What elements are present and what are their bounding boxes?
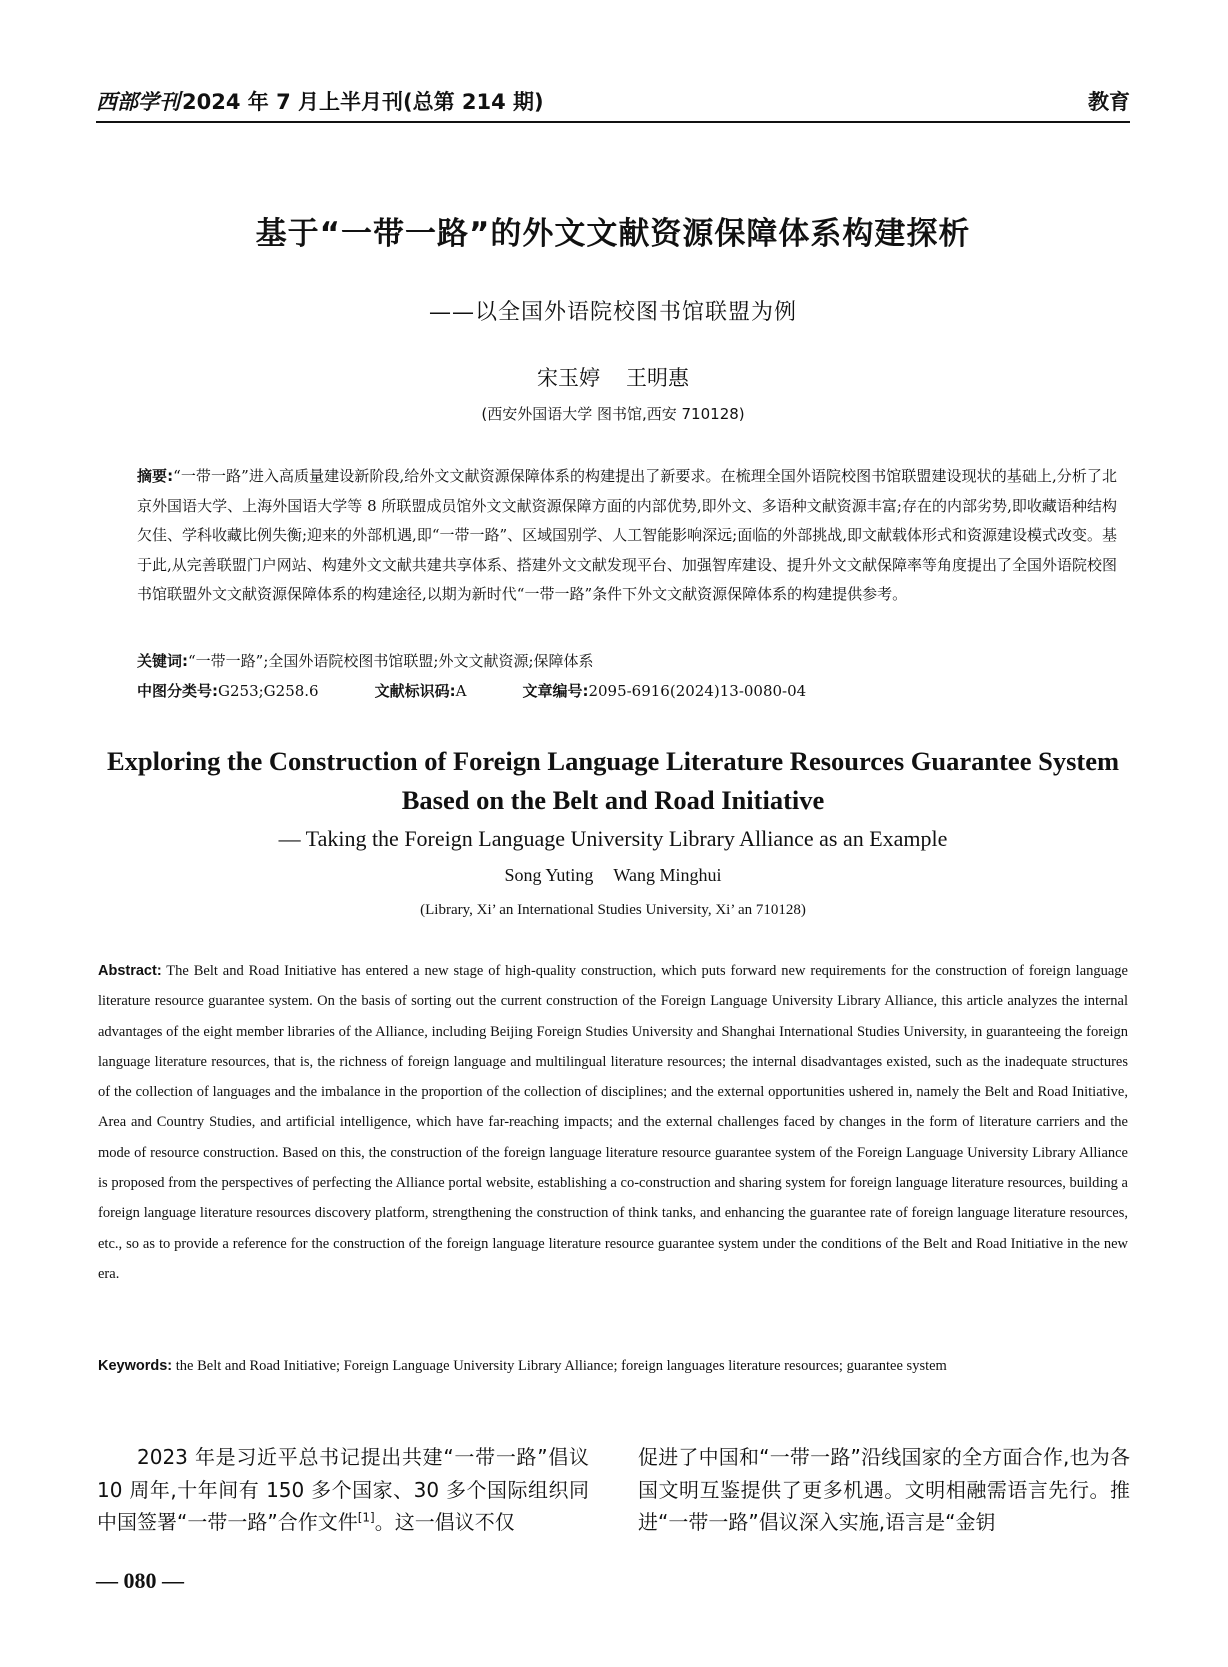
body-left-text-end: 。这一倡议不仅 [374, 1510, 515, 1534]
body-right-text: 促进了中国和“一带一路”沿线国家的全方面合作,也为各国文明互鉴提供了更多机遇。文明相融需语言先行。推进“一带一路”倡议深入实施,语言是“金钥 [638, 1445, 1130, 1534]
journal-name: 西部学刊 [96, 89, 180, 114]
section-name: 教育 [1088, 90, 1130, 114]
doc-code-label: 文献标识码: [374, 682, 456, 700]
keywords-en-label: Keywords: [98, 1358, 173, 1374]
keywords-cn [137, 650, 594, 671]
subtitle-en: — Taking the Foreign Language University Library Alliance as an Example [278, 826, 948, 851]
affiliation-en: (Library, Xi’ an International Studies University, Xi’ an 710128) [420, 902, 806, 918]
header-left [96, 86, 544, 116]
keywords-en-text: the Belt and Road Initiative; Foreign Language University Library Alliance; foreign languages literature resources; guarantee system [175, 1358, 947, 1374]
body-left-text: 2023 年是习近平总书记提出共建“一带一路”倡议 10 周年,十年间有 150 多个国家、30 多个国际组织同中国签署“一带一路”合作文件 [97, 1445, 589, 1534]
body-column-left [97, 1441, 589, 1539]
authors-cn [96, 362, 1130, 392]
abstract-en-text: The Belt and Road Initiative has entered a new stage of high-quality construction, which puts forward new requirements for the construction of foreign language literature resource guarantee system. On the basis of sorting out the current construction of the Foreign Language University Library Alliance, this article analyzes the internal advantages of the eight member libraries of the Alliance, including Beijing Foreign Studies University and Shanghai International Studies University, in guaranteeing the foreign language literature resources, that is, the richness of foreign language and multilingual literature resources; the internal disadvantages existed, such as the inadequate structures of the collection of languages and the imbalance in the proportion of the collection of disciplines; and the external opportunities ushered in, namely the Belt and Road Initiative, Area and Country Studies, and artificial intelligence, which have far-reaching impacts; and the external challenges faced by changes in the form of literature carriers and the mode of resource construction. Based on this, the construction of the foreign language literature resource guarantee system of the Foreign Language University Library Alliance is proposed from the perspectives of perfecting the Alliance portal website, establishing a co-construction and sharing system for foreign language literature resources, building a foreign language literature resources discovery platform, strengthening the construction of think tanks, and enhancing the guarantee rate of foreign language literature resources, etc., so as to provide a reference for the construction of the foreign language literature resource guarantee system under the conditions of the Belt and Road Initiative in the new era. [98, 963, 1128, 1282]
keywords-en [98, 1352, 1128, 1381]
clc-value: G253;G258.6 [218, 682, 319, 700]
author-cn-2: 王明惠 [626, 366, 689, 390]
authors-en [96, 865, 1130, 886]
author-cn-1: 宋玉婷 [537, 366, 600, 390]
affiliation-cn: (西安外国语大学 图书馆,西安 710128) [481, 405, 745, 423]
issue-info: 2024 年 7 月上半月刊(总第 214 期) [182, 90, 544, 114]
title-en: Exploring the Construction of Foreign Language Literature Resources Guarantee System Based on the Belt and Road Initiative [106, 746, 1120, 815]
clc-label: 中图分类号: [137, 682, 218, 700]
abstract-cn [137, 462, 1117, 610]
doc-code-value: A [455, 682, 467, 700]
author-en-1: Song Yuting [504, 865, 594, 885]
article-no-label: 文章编号: [522, 682, 589, 700]
body-paragraph [97, 1441, 589, 1539]
keywords-cn-text: “一带一路”;全国外语院校图书馆联盟;外文文献资源;保障体系 [188, 652, 594, 670]
abstract-en-label: Abstract: [98, 963, 162, 979]
keywords-cn-label: 关键词: [137, 652, 188, 670]
page-number: — 080 — [96, 1568, 184, 1593]
subtitle-cn: ——以全国外语院校图书馆联盟为例 [428, 300, 797, 325]
running-header [96, 86, 1130, 122]
classification-line [137, 680, 806, 701]
abstract-en [98, 956, 1128, 1289]
author-en-2: Wang Minghui [613, 865, 722, 885]
header-rule [96, 121, 1130, 123]
citation-ref[interactable]: [1] [357, 1510, 375, 1525]
article-no-value: 2095-6916(2024)13-0080-04 [588, 682, 807, 700]
body-column-right [638, 1441, 1130, 1539]
abstract-cn-label: 摘要: [137, 467, 174, 485]
title-cn: 基于“一带一路”的外文文献资源保障体系构建探析 [255, 216, 971, 252]
abstract-cn-text: “一带一路”进入高质量建设新阶段,给外文文献资源保障体系的构建提出了新要求。在梳理全国外语院校图书馆联盟建设现状的基础上,分析了北京外国语大学、上海外国语大学等 8 所联盟成员馆外文文献资源保障方面的内部优势,即外文、多语种文献资源丰富;存在的内部劣势,即收藏语种结构欠佳、学科收藏比例失衡;迎来的外部机遇,即“一带一路”、区域国别学、人工智能影响深远;面临的外部挑战,即文献载体形式和资源建设模式改变。基于此,从完善联盟门户网站、构建外文文献共建共享体系、搭建外文文献发现平台、加强智库建设、提升外文文献保障率等角度提出了全国外语院校图书馆联盟外文文献资源保障体系的构建途径,以期为新时代“一带一路”条件下外文文献资源保障体系的构建提供参考。 [137, 467, 1117, 603]
